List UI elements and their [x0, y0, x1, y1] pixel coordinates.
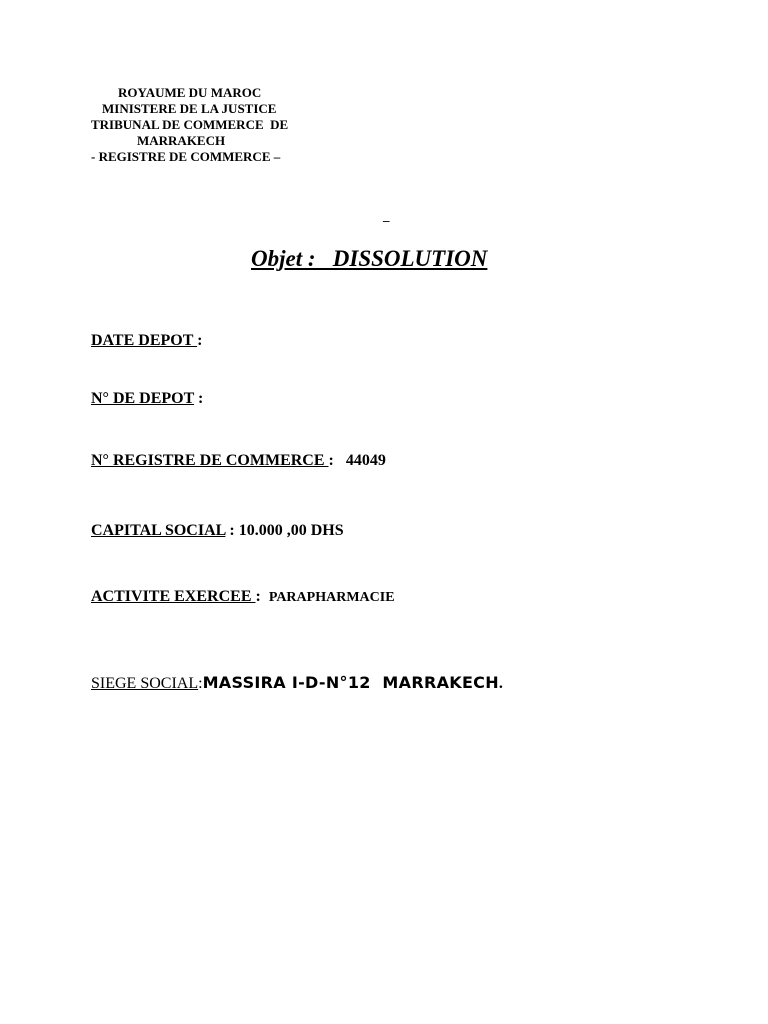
siege-end: . — [498, 675, 503, 692]
field-registre-commerce — [91, 452, 386, 470]
capital-label: CAPITAL SOCIAL — [91, 522, 226, 539]
registre-separator: : — [328, 452, 346, 469]
document-title: Objet : DISSOLUTION — [251, 246, 488, 271]
siege-separator: : — [198, 675, 203, 692]
activite-value: PARAPHARMACIE — [268, 590, 395, 605]
date-depot-label: DATE DEPOT — [91, 332, 198, 349]
date-depot-separator: : — [197, 332, 203, 349]
field-siege-social — [91, 673, 503, 693]
header-city: MARRAKECH — [137, 133, 226, 148]
header-tribunal: TRIBUNAL DE COMMERCE DE — [91, 117, 289, 132]
registre-label: N° REGISTRE DE COMMERCE — [91, 452, 329, 469]
field-activite-exercee — [91, 588, 395, 606]
activite-separator: : — [255, 588, 269, 605]
document-header — [91, 85, 321, 165]
field-num-depot — [91, 390, 203, 408]
capital-value: 10.000 ,00 DHS — [238, 522, 344, 539]
header-kingdom: ROYAUME DU MAROC — [118, 85, 262, 100]
activite-label: ACTIVITE EXERCEE — [91, 588, 256, 605]
siege-value: MASSIRA I-D-N°12 MARRAKECH — [202, 673, 499, 692]
num-depot-separator: : — [194, 390, 204, 407]
capital-separator: : — [225, 522, 239, 539]
header-registry: - REGISTRE DE COMMERCE – — [91, 149, 281, 164]
field-capital-social — [91, 522, 344, 540]
field-date-depot — [91, 332, 202, 350]
num-depot-label: N° DE DEPOT — [91, 390, 195, 407]
siege-label: SIEGE SOCIAL — [91, 675, 199, 692]
header-ministry: MINISTERE DE LA JUSTICE — [102, 101, 277, 116]
separator-mark: _ — [383, 208, 390, 223]
registre-value: 44049 — [345, 452, 386, 469]
